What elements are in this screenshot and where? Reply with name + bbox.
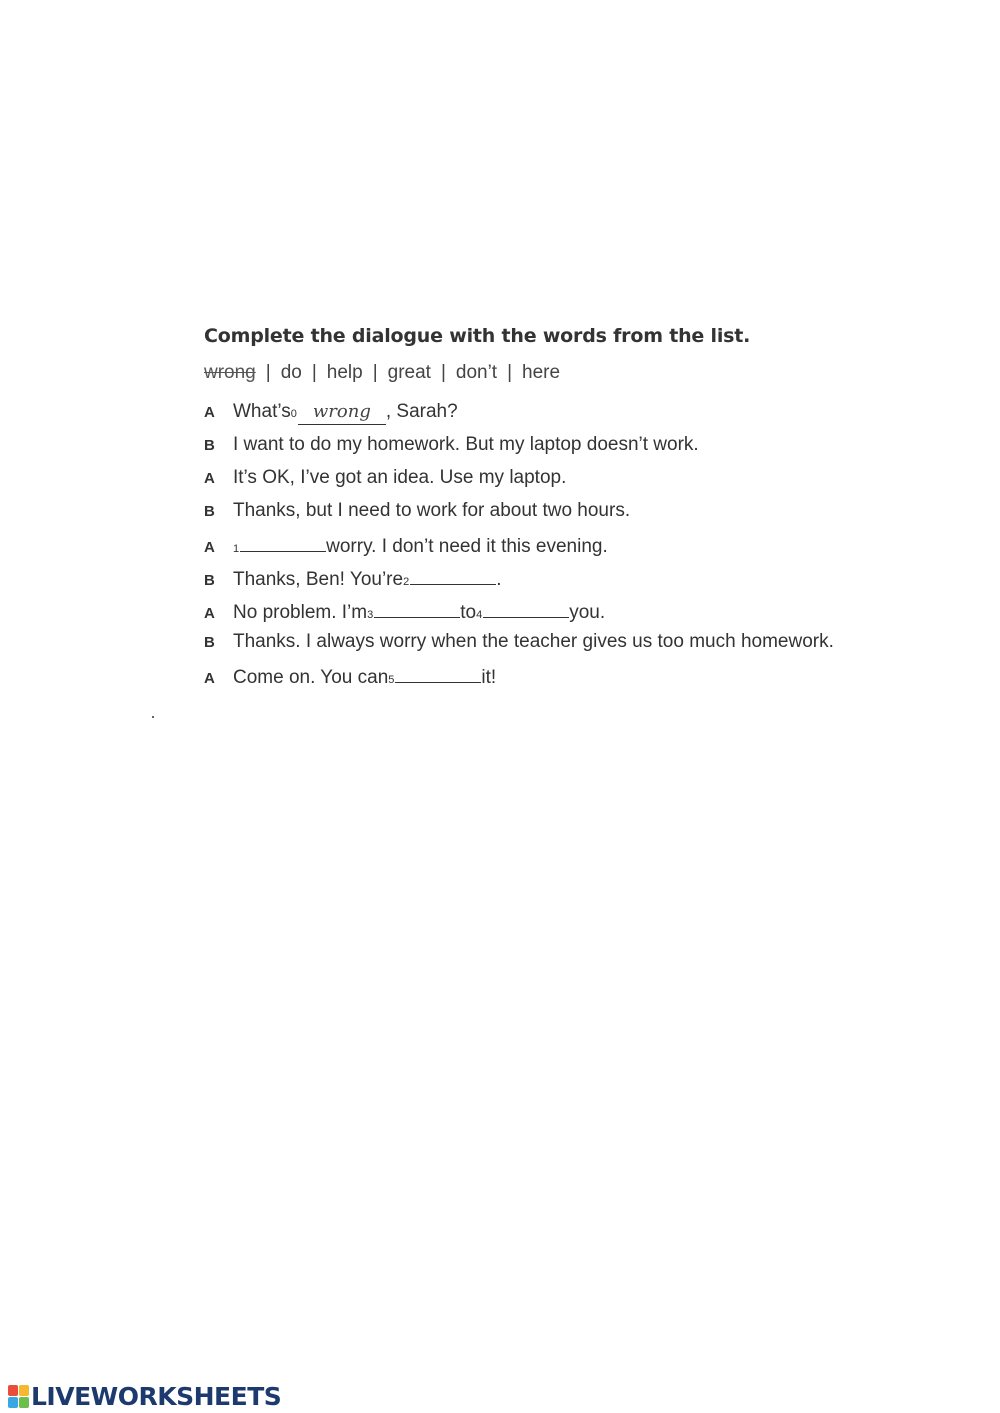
word-separator: | xyxy=(440,362,446,383)
exercise-instruction: Complete the dialogue with the words from the list. xyxy=(204,325,751,347)
line-text: It’s OK, I’ve got an idea. Use my laptop. xyxy=(233,467,567,488)
line-text: to xyxy=(460,602,477,623)
dialogue-line xyxy=(204,664,496,690)
dialogue-line xyxy=(204,500,630,526)
line-text: . xyxy=(496,569,502,590)
word-list-item: wrong xyxy=(204,362,256,383)
line-text: Thanks, but I need to work for about two hours. xyxy=(233,500,631,521)
word-separator: | xyxy=(265,362,271,383)
line-text: worry. I don’t need it this evening. xyxy=(326,536,608,557)
gap-number: 2 xyxy=(403,576,410,588)
word-separator: | xyxy=(311,362,317,383)
dialogue-line xyxy=(204,533,608,559)
speaker-label: B xyxy=(204,634,215,651)
line-text: I want to do my homework. But my laptop doesn’t work. xyxy=(233,434,699,455)
dialogue-line xyxy=(204,401,458,427)
example-answer: wrong xyxy=(298,402,386,425)
word-list-item: don’t xyxy=(455,362,498,383)
speaker-label: B xyxy=(204,503,215,520)
line-text: Thanks. I always worry when the teacher gives us too much homework. xyxy=(233,631,834,652)
gap-number: 1 xyxy=(233,543,240,555)
liveworksheets-logo[interactable] xyxy=(8,1382,281,1411)
answer-gap-4[interactable] xyxy=(483,599,569,618)
line-text: No problem. I’m xyxy=(233,602,368,623)
speaker-label: A xyxy=(204,605,215,622)
dialogue-line xyxy=(204,599,605,625)
line-text: you. xyxy=(569,602,606,623)
line-text: Come on. You can xyxy=(233,667,389,688)
word-separator: | xyxy=(372,362,378,383)
gap-number: 5 xyxy=(388,674,395,686)
brand-name: LIVEWORKSHEETS xyxy=(31,1382,282,1411)
answer-gap-2[interactable] xyxy=(410,566,496,585)
word-list-item: great xyxy=(387,362,431,383)
stray-dot xyxy=(152,716,154,718)
dialogue-line xyxy=(204,434,699,460)
gap-number: 0 xyxy=(290,408,297,420)
speaker-label: B xyxy=(204,572,215,589)
answer-gap-3[interactable] xyxy=(374,599,460,618)
dialogue-line xyxy=(204,566,501,592)
answer-gap-1[interactable] xyxy=(240,533,326,552)
line-text: it! xyxy=(481,667,497,688)
word-list-item: help xyxy=(326,362,363,383)
word-list-item: here xyxy=(522,362,561,383)
gap-number: 4 xyxy=(476,609,483,621)
dialogue-line xyxy=(204,467,566,493)
speaker-label: A xyxy=(204,404,215,421)
speaker-label: A xyxy=(204,539,215,556)
line-text: Thanks, Ben! You’re xyxy=(233,569,404,590)
word-list-item: do xyxy=(280,362,302,383)
liveworksheets-logo-icon xyxy=(8,1385,30,1409)
speaker-label: A xyxy=(204,470,215,487)
gap-number: 3 xyxy=(367,609,374,621)
dialogue-line xyxy=(204,631,834,657)
line-text: What’s xyxy=(233,401,291,422)
word-list xyxy=(204,362,560,384)
line-text: , Sarah? xyxy=(385,401,458,422)
speaker-label: B xyxy=(204,437,215,454)
speaker-label: A xyxy=(204,670,215,687)
word-separator: | xyxy=(507,362,513,383)
answer-gap-5[interactable] xyxy=(395,664,481,683)
